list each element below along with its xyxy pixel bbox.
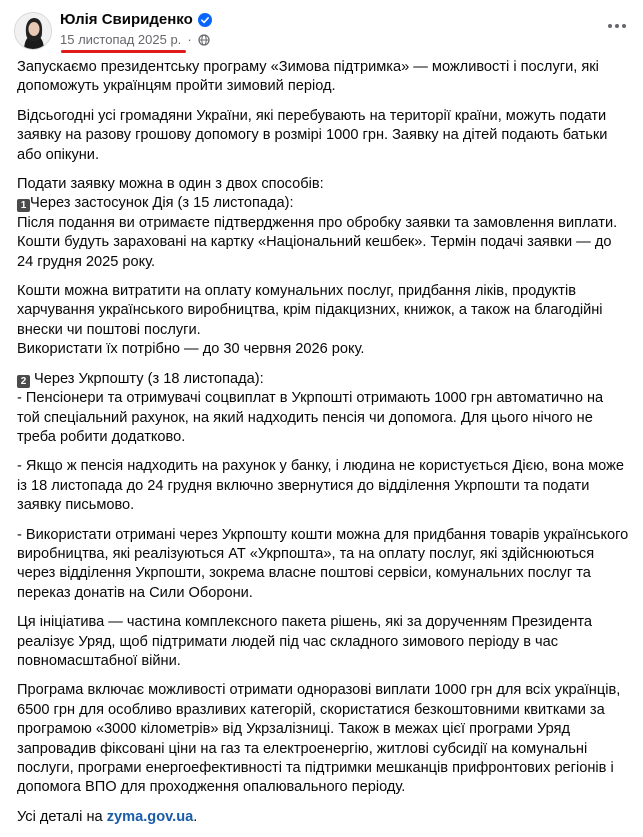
avatar[interactable] [14,12,52,50]
way2-title: Через Укрпошту (з 18 листопада): [30,370,264,387]
post-header [14,10,633,50]
author-name-row [60,11,212,28]
way2-title-line [17,370,629,389]
paragraph-spend: Кошти можна витратити на оплату комунальних послуг, придбання ліків, продуктів харчування українського виробництва, крім підакцизних, книжок, а також на благодійні внески чи поштові послуги. [17,283,603,338]
paragraph-ukrposhta-use: - Використати отримані через Укрпошту кошти можна для придбання товарів українського виробництва, які реалізуються АТ «Укрпошта», та на оплату послуг, які здійснюються через відділення Укрпошти, зокрема власне поштові сервіси, комунальних послуг та переказ донатів на Сили Оборони. [17,526,629,601]
way1-text1: Після подання ви отримаєте підтвердження про обробку заявки та замовлення виплати. [17,214,618,231]
paragraph-ways-intro: Подати заявку можна в один з двох способів: [17,176,324,193]
paragraph-eligibility: Відсьогодні усі громадяни України, які перебувають на території країни, можуть подати заявку на разову грошову допомогу в розмірі 1000 грн. Заявку на дітей подають батьки або опікуни. [17,107,608,163]
post-body [17,58,629,837]
dot [608,24,612,28]
post-meta [60,32,210,47]
paragraph-initiative: Ця ініціатива — частина комплексного пакета рішень, які за дорученням Президента реалізує Уряд, щоб підтримати людей під час складного зимового періоду в час повномасштабної війни. [17,614,593,669]
author-name[interactable]: Юлія Свириденко [60,11,193,28]
way1-title: Через застосунок Дія (з 15 листопада): [30,195,294,212]
dot [615,24,619,28]
paragraph-intro: Запускаємо президентську програму «Зимова підтримка» — можливості і послуги, які допоможуть українцям пройти зимовий період. [17,59,599,95]
paragraph-deadline: Використати їх потрібно — до 30 червня 2026 року. [17,341,365,358]
details-link[interactable]: zyma.gov.ua [106,808,194,825]
paragraph-details [17,808,629,827]
date-highlight-underline [61,50,186,53]
meta-separator: · [187,32,192,47]
details-suffix: . [193,808,198,825]
way1-text2: Кошти будуть зараховані на картку «Національний кешбек». Термін подачі заявки — до 24 грудня 2025 року. [17,234,612,270]
post-date[interactable]: 15 листопад 2025 р. [60,32,182,47]
way2-text: - Пенсіонери та отримувачі соцвиплат в Укрпошті отримають 1000 грн автоматично на той спеціальний рахунок, на який надходить пенсія чи допомога. Для цього нічого не треба робити додатково. [17,390,604,445]
globe-icon [198,34,210,46]
more-options-icon[interactable] [603,16,631,36]
keycap-2-icon: 2 [17,375,30,388]
paragraph-program: Програма включає можливості отримати одноразові виплати 1000 грн для всіх українців, 6500 грн для особливо вразливих категорій, скористатися безкоштовними квитками за програмою «3000 кілометрів» від Укрзалізниці. Також в межах цієї програми Уряд запровадив фіксовані ціни на газ та електроенергію, житлові субсидії на комунальні послуги, програми енергоефективності та підтримки мешканців прифронтових регіонів і допомога ВПО для проходження опалювального періоду. [17,682,621,796]
details-prefix: Усі деталі на [17,808,107,825]
dot [622,24,626,28]
verified-badge-icon [198,13,212,27]
paragraph-bank: - Якщо ж пенсія надходить на рахунок у банку, і людина не користується Дією, вона може із 18 листопада до 24 грудня включно звернутися до відділення Укрпошти та подати заявку письмово. [17,458,624,514]
keycap-1-icon: 1 [17,199,30,212]
way1-title-line [17,194,629,213]
avatar-portrait [15,13,52,50]
